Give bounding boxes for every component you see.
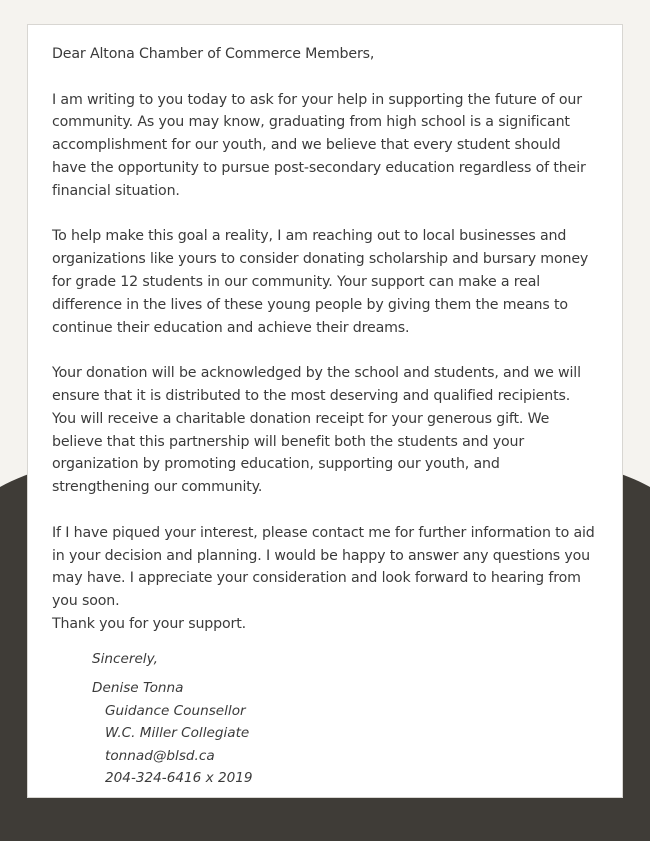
- letter-paragraph-4: If I have piqued your interest, please contact me for further information to aid in your decision and planning. I would be happy to answer any questions you may have. I appreciate your consideration and look forward to hearing from you soon.: [52, 524, 595, 610]
- letter-paper: [27, 24, 623, 798]
- signature-name: Denise Tonna: [92, 680, 184, 697]
- signature-school: W.C. Miller Collegiate: [105, 725, 250, 742]
- letter-body: [52, 43, 598, 636]
- letter-paragraph-3: Your donation will be acknowledged by the school and students, and we will ensure that it is distributed to the most deserving and qualified recipients. You will receive a charitable donation receipt for your generous gift. We believe that this partnership will benefit both the students and your organization by promoting education, supporting our youth, and strengthening our community.: [52, 365, 581, 496]
- signature-email: tonnad@blsd.ca: [105, 747, 215, 764]
- letter-thanks: Thank you for your support.: [52, 615, 247, 632]
- signature-phone: 204-324-6416 x 2019: [105, 770, 253, 787]
- letter-closing-block: [92, 648, 598, 790]
- letter-paragraph-1: I am writing to you today to ask for your help in supporting the future of our community. As you may know, graduating from high school is a significant accomplishment for our youth, and we believe that every student should have the opportunity to pursue post-secondary education regardless of their financial situation.: [52, 91, 586, 199]
- letter-paragraph-2: To help make this goal a reality, I am reaching out to local businesses and organizations like yours to consider donating scholarship and bursary money for grade 12 students in our community. Your support can make a real difference in the lives of these young people by giving them the means to continue their education and achieve their dreams.: [52, 228, 589, 336]
- letter-greeting: Dear Altona Chamber of Commerce Members,: [52, 46, 375, 62]
- letter-closing: Sincerely,: [92, 650, 158, 667]
- signature-title: Guidance Counsellor: [105, 702, 246, 719]
